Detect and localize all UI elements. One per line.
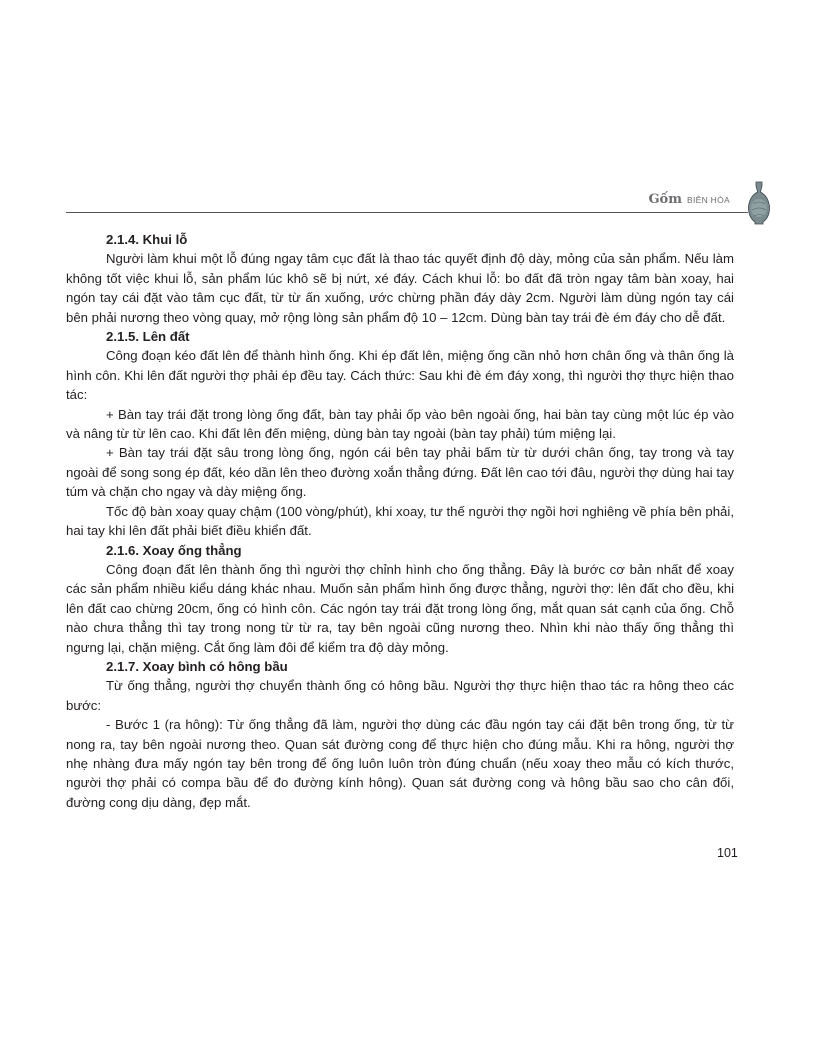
running-header bbox=[648, 192, 730, 207]
header-divider bbox=[66, 212, 748, 213]
paragraph: - Bước 1 (ra hông): Từ ống thẳng đã làm, người thợ dùng các đầu ngón tay cái đặt bên trong ống, từ từ nong ra, tay bên ngoài nương theo. Quan sát đường cong để thực hiện cho đúng mẫu. Khi ra hông, người thợ nhẹ nhàng đưa mấy ngón tay bên trong để ống luôn luôn tròn đúng chuẩn (nếu xoay theo mẫu có kích thước, người thợ phải có compa bầu để đo đường kính hông). Quan sát đường cong và hông bầu sao cho cân đối, đường cong dịu dàng, đẹp mắt. bbox=[66, 717, 734, 810]
paragraph: Từ ống thẳng, người thợ chuyển thành ống có hông bầu. Người thợ thực hiện thao tác ra hông theo các bước: bbox=[66, 678, 734, 713]
body-text bbox=[66, 230, 734, 812]
paragraph: Công đoạn kéo đất lên để thành hình ống. Khi ép đất lên, miệng ống cần nhỏ hơn chân ống và thân ống là hình côn. Khi lên đất người thợ phải ép đều tay. Cách thức: Sau khi đè ém đáy xong, thì người thợ thực hiện thao tác: bbox=[66, 348, 734, 403]
heading-2-1-6: 2.1.6. Xoay ống thẳng bbox=[106, 542, 242, 558]
paragraph: Tốc độ bàn xoay quay chậm (100 vòng/phút), khi xoay, tư thế người thợ ngồi hơi nghiêng về phía bên phải, hai tay khi lên đất phải biết điều khiển đất. bbox=[66, 503, 734, 539]
heading-2-1-4: 2.1.4. Khui lỗ bbox=[106, 232, 188, 247]
page-number: 101 bbox=[717, 846, 738, 860]
paragraph: + Bàn tay trái đặt trong lòng ống đất, bàn tay phải ốp vào bên ngoài ống, hai bàn tay cùng một lúc ép vào và nâng từ từ lên cao. Khi đất lên đến miệng, dùng bàn tay ngoài (bàn tay phải) túm miệng lại. bbox=[66, 406, 734, 442]
paragraph: + Bàn tay trái đặt sâu trong lòng ống, ngón cái bên tay phải bấm từ từ dưới chân ống, tay trong và tay ngoài để song song ép đất, kéo dần lên theo đường xoắn thẳng đứng. Đất lên cao tới đâu, người thợ dùng hai tay túm và chặn cho ngay và dày miệng ống. bbox=[66, 445, 734, 500]
heading-2-1-7: 2.1.7. Xoay bình có hông bầu bbox=[106, 658, 288, 674]
brand-subtitle: BIÊN HÒA bbox=[686, 195, 730, 205]
vase-icon bbox=[746, 180, 772, 226]
paragraph: Công đoạn đất lên thành ống thì người thợ chỉnh hình cho ống thẳng. Đây là bước cơ bản nhất để xoay các sản phẩm nhiều kiểu dáng khác nhau. Muốn sản phẩm hình ống được thẳng, người thợ: lên đất cho đều, khi lên đất cao chừng 20cm, ống có hình côn. Các ngón tay trái đặt trong lòng ống, mắt quan sát cạnh của ống. Chỗ nào chưa thẳng thì tay trong nong từ từ ra, tay bên ngoài cũng nương theo. Nhìn khi nào thấy ống thẳng thì ngưng lại, chặn miệng. Cắt ống làm đôi để kiểm tra độ dày mỏng. bbox=[66, 561, 734, 655]
paragraph: Người làm khui một lỗ đúng ngay tâm cục đất là thao tác quyết định độ dày, mỏng của sản phẩm. Nếu làm không tốt việc khui lỗ, sản phẩm lúc khô sẽ bị nứt, xé đáy. Cách khui lỗ: bo đất đã tròn ngay tâm bàn xoay, hai ngón tay cái đặt vào tâm cục đất, từ từ ấn xuống, ước chừng phần đáy dày 2cm. Người làm dùng ngón tay cái bên phải nương theo vòng quay, mở rộng lòng sản phẩm độ 10 – 12cm. Dùng bàn tay trái đè ém đáy cho dễ đất. bbox=[66, 251, 734, 325]
heading-2-1-5: 2.1.5. Lên đất bbox=[106, 329, 190, 345]
brand-title: Gốm bbox=[648, 192, 682, 207]
